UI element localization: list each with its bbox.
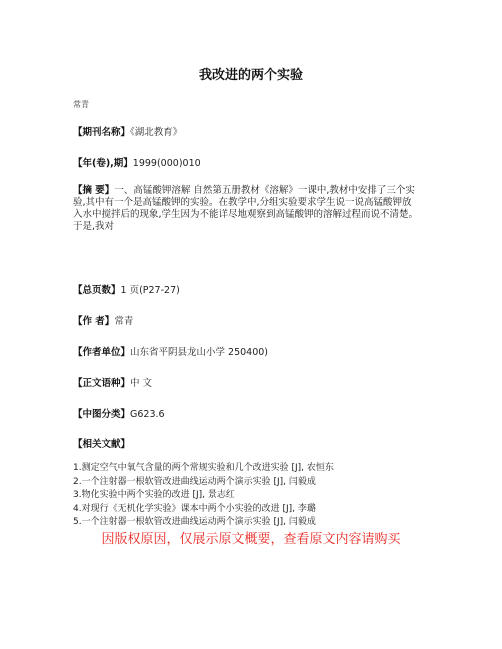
author-value: 常青 [114,316,134,327]
affiliation-label: 【作者单位】 [73,347,131,358]
classification-value: G623.6 [130,409,165,420]
affiliation-row [73,344,268,358]
journal-row [73,124,182,138]
abstract-line: 入水中搅拌后的现象,学生因为不能详尽地观察到高锰酸钾的溶解过程而说不清楚。 [73,209,419,220]
year-issue-row [73,155,201,169]
reference-item[interactable]: 4.对现行《无机化学实验》课本中两个小实验的改进 [J], 李璐 [73,503,316,514]
pages-value: 1 页(P27-27) [120,285,180,296]
abstract-label: 【摘 要】 [73,185,115,196]
author-byline: 常青 [73,100,89,109]
pages-label: 【总页数】 [73,285,121,296]
affiliation-value: 山东省平阴县龙山小学 250400) [130,347,269,358]
pages-row [73,282,180,296]
reference-item[interactable]: 1.测定空气中氧气含量的两个常规实验和几个改进实验 [J], 农恒东 [73,463,334,473]
abstract-line [73,185,443,197]
author-label: 【作 者】 [73,316,115,327]
year-issue-label: 【年(卷),期】 [73,158,133,169]
year-issue-value: 1999(000)010 [132,158,201,169]
abstract-block [73,185,443,233]
reference-item[interactable]: 5.一个注射器一根软管改进曲线运动两个演示实验 [J], 闫毅成 [73,517,316,528]
journal-label: 【期刊名称】 [73,127,131,138]
copyright-notice[interactable]: 因版权原因，仅展示原文概要，查看原文内容请购买 [101,532,401,547]
document-title: 我改进的两个实验 [198,68,303,83]
journal-value: 《湖北教育》 [130,127,183,138]
reference-item[interactable]: 2.一个注射器一根软管改进曲线运动两个演示实验 [J], 闫毅成 [73,476,316,487]
abstract-line: 于是,我对 [73,221,115,232]
language-value: 中 文 [130,378,153,389]
language-label: 【正文语种】 [73,378,131,389]
abstract-line: 验,其中有一个是高锰酸钾的实验。在教学中,分组实验要求学生说一说高锰酸钾放 [73,197,412,208]
language-row [73,375,152,389]
references-list [73,462,334,530]
references-label: 【相关文献】 [73,439,131,450]
classification-row [73,406,165,420]
reference-item[interactable]: 3.物化实验中两个实验的改进 [J], 景志红 [73,490,235,501]
abstract-line-text: 一、高锰酸钾溶解 自然第五册教材《溶解》一课中,教材中安排了三个实 [114,185,415,196]
author-row [73,313,133,327]
classification-label: 【中图分类】 [73,409,131,420]
